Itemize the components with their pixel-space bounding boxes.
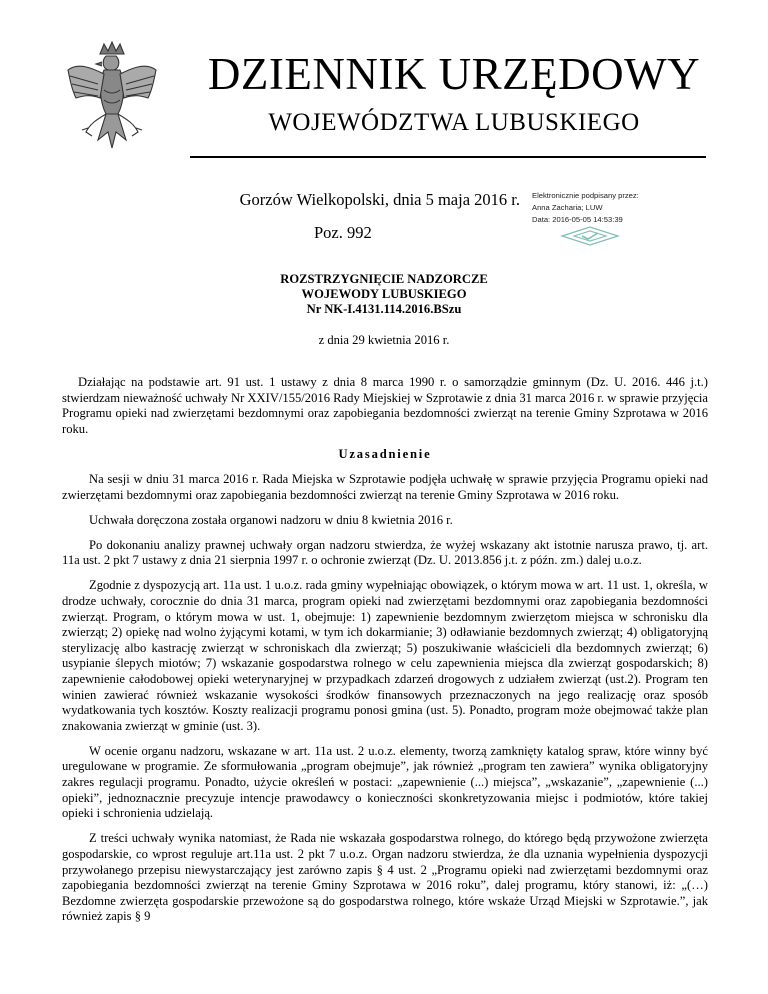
act-title (150, 272, 618, 317)
intro-paragraph: Działając na podstawie art. 91 ust. 1 ustawy z dnia 8 marca 1990 r. o samorządzie gminnym (Dz. U. 2016. 446 j.t.) stwierdzam nieważność uchwały Nr XXIV/155/2016 Rady Miejskiej w Szprotawie z dnia 31 marca 2016 r. w sprawie przyjęcia Programu opieki nad zwierzętami bezdomnymi oraz zapobiegania bezdomności zwierząt na terenie Gminy Szprotawa w 2016 roku. (62, 375, 708, 436)
body-paragraph: Na sesji w dniu 31 marca 2016 r. Rada Miejska w Szprotawie podjęła uchwałę w sprawie przyjęcia Programu opieki nad zwierzętami bezdomnymi oraz zapobiegania bezdomności zwierząt na terenie Gminy Szprotawa w 2016 roku. (62, 471, 708, 502)
electronic-signature[interactable] (532, 190, 722, 226)
body-paragraph: Zgodnie z dyspozycją art. 11a ust. 1 u.o.z. rada gminy wypełniając obowiązek, o którym mowa w art. 11 ust. 1, określa, w drodze uchwały, corocznie do dnia 31 marca, program opieki nad zwierzętami bezdomnymi oraz zapobiegania bezdomności zwierząt. Program, o którym mowa w ust. 1, obejmuje: 1) zapewnienie bezdomnym zwierzętom miejsca w schronisku dla zwierząt; 2) opiekę nad wolno żyjącymi kotami, w tym ich dokarmianie; 3) odławianie bezdomnych zwierząt; 4) obligatoryjną sterylizację albo kastrację zwierząt w schroniskach dla zwierząt; 5) poszukiwanie właścicieli dla bezdomnych zwierząt; 6) usypianie ślepych miotów; 7) wskazanie gospodarstwa rolnego w celu zapewnienia miejsca dla zwierząt gospodarskich; 8) zapewnienie całodobowej opieki weterynaryjnej w przypadkach zdarzeń drogowych z udziałem zwierząt (ust.2). Program ten winien zawierać również wskazanie wysokości środków finansowych przeznaczonych na jego realizację oraz sposób wydatkowania tych kosztów. Koszty realizacji programu ponosi gmina (ust. 5). Ponadto, program może obejmować także plan znakowania zwierząt w gminie (ust. 3). (62, 578, 708, 733)
body-paragraph: W ocenie organu nadzoru, wskazane w art. 11a ust. 2 u.o.z. elementy, tworzą zamknięty katalog spraw, które winny być uregulowane w programie. Ze sformułowania „program obejmuje”, jak również „program ten zawiera” wynika obligatoryjny zakres regulacji programu. Ponadto, użycie określeń w postaci: „zapewnienie (...) miejsca”, „wskazanie”, „zapewnienie (...) opieki”, jednoznacznie precyzuje intencje prawodawcy o konieczności skonkretyzowania miejsc i podmiotów, które takiej opieki i schronienia udzielają. (62, 743, 708, 821)
journal-subtitle: WOJEWÓDZTWA LUBUSKIEGO (268, 109, 640, 136)
signature-check-icon (560, 226, 620, 246)
act-date: z dnia 29 kwietnia 2016 r. (318, 333, 450, 347)
polish-eagle-emblem-icon (62, 40, 162, 162)
signature-label: Elektronicznie podpisany przez: (532, 191, 639, 200)
header-divider (190, 156, 706, 158)
body-paragraph: Po dokonaniu analizy prawnej uchwały organ nadzoru stwierdza, że wyżej wskazany akt istotnie narusza prawo, tj. art. 11a ust. 2 pkt 7 ustawy z dnia 21 sierpnia 1997 r. o ochronie zwierząt (Dz. U. 2013.856 j.t. z późn. zm.) dalej u.o.z. (62, 537, 708, 568)
document-body (62, 375, 708, 934)
section-heading: Uzasadnienie (338, 446, 432, 461)
act-number: Nr NK-I.4131.114.2016.BSzu (306, 302, 462, 316)
body-paragraph: Z treści uchwały wynika natomiast, że Rada nie wskazała gospodarstwa rolnego, do którego będą przywożone zwierzęta gospodarskie, co wprost reguluje art.11a ust. 2 pkt 7 u.o.z. Organ nadzoru stwierdza, że dla uznania wypełnienia dyspozycji przywołanego przepisu niewystarczający jest zarówno zapis § 4 ust. 2 „Programu opieki nad zwierzętami bezdomnymi oraz zapobiegania bezdomności zwierząt na terenie Gminy Szprotawa w 2016 roku”, dalej programu, który stanowi, iż: „(…) Bezdomne zwierzęta gospodarskie przewożone są do gospodarstwa rolnego, które wskaże Urząd Miejski w Szprotawie.”, jak również zapis § 9 (62, 831, 708, 924)
place-and-date: Gorzów Wielkopolski, dnia 5 maja 2016 r. (239, 190, 520, 209)
act-title-line: WOJEWODY LUBUSKIEGO (301, 287, 467, 301)
act-title-line: ROZSTRZYGNIĘCIE NADZORCZE (280, 272, 488, 286)
body-paragraph: Uchwała doręczona została organowi nadzoru w dniu 8 kwietnia 2016 r. (89, 512, 453, 527)
journal-title: DZIENNIK URZĘDOWY (207, 49, 701, 99)
signature-signer: Anna Zacharia; LUW (532, 203, 603, 212)
position-number: Poz. 992 (314, 223, 372, 242)
signature-date: Data: 2016-05-05 14:53:39 (532, 215, 623, 224)
